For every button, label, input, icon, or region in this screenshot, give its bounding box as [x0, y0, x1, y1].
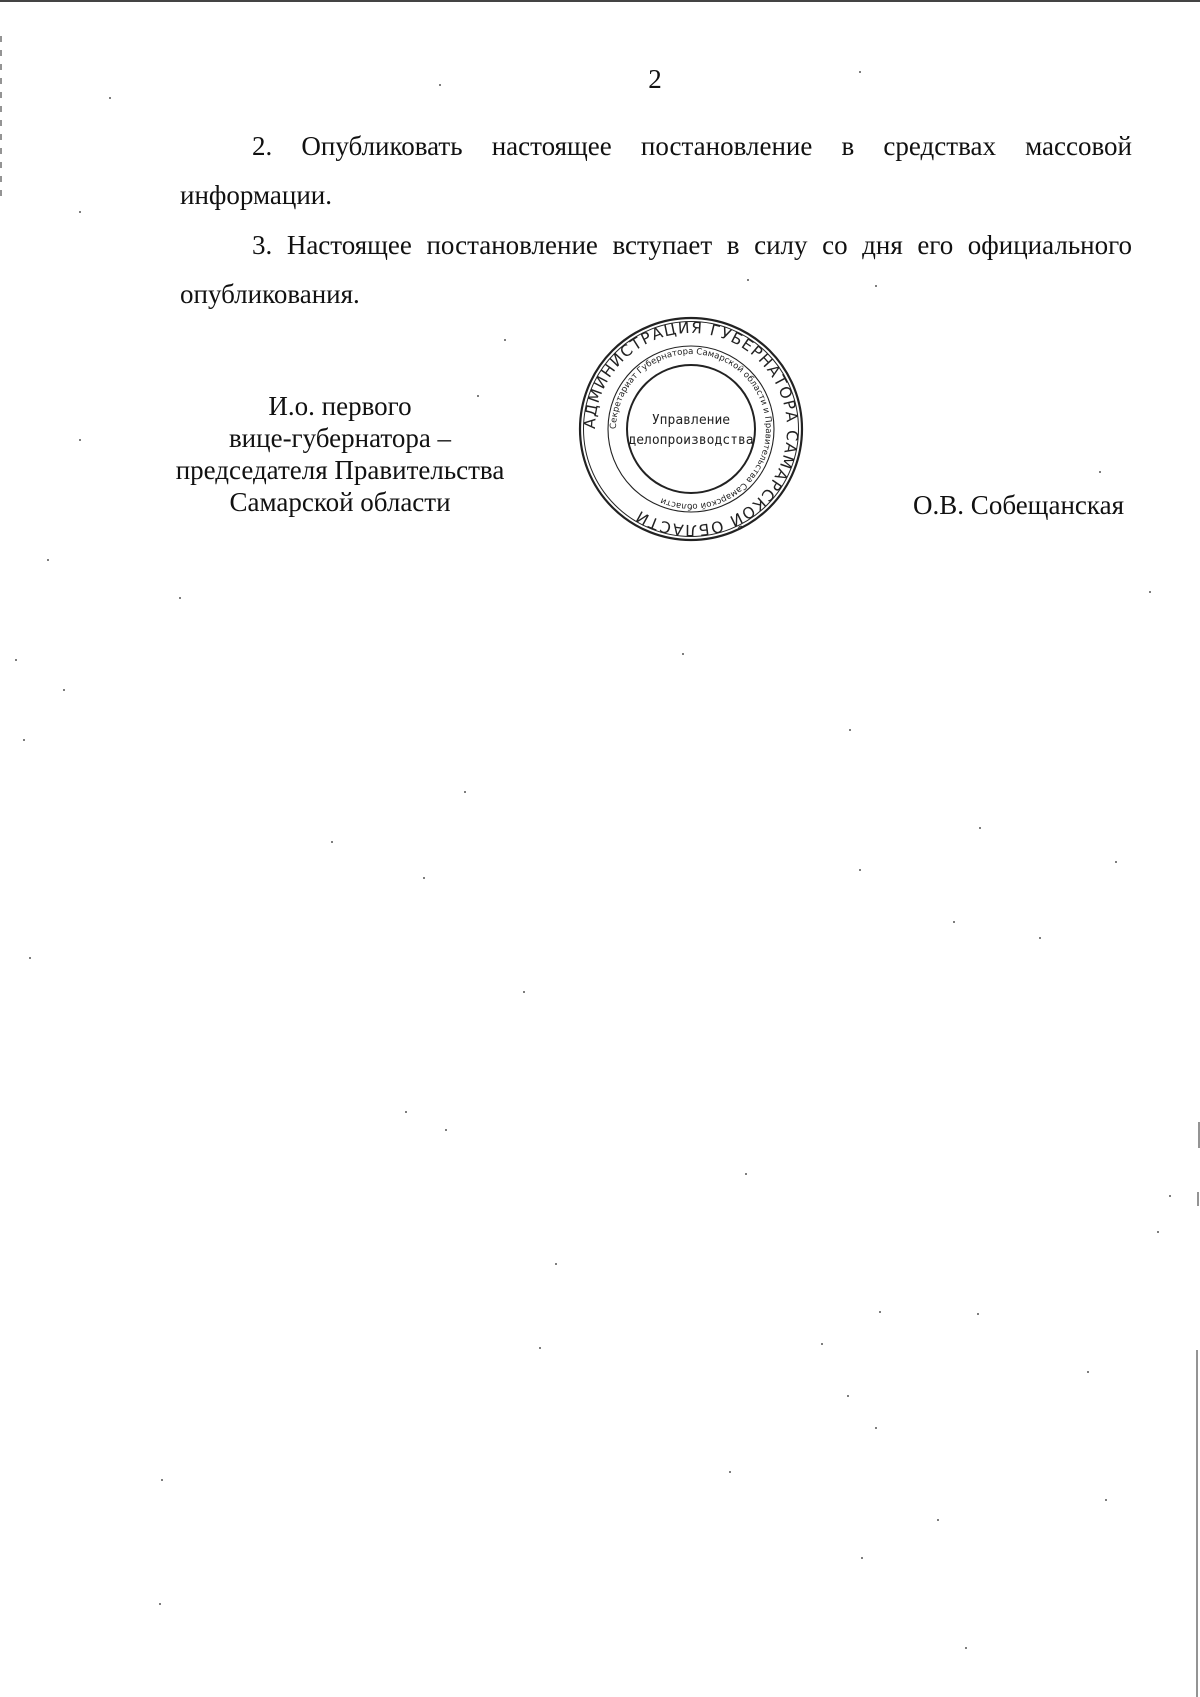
signer-position-line-1: И.о. первого [268, 391, 412, 421]
signer-position-line-3: председателя Правительства [175, 455, 505, 485]
signer-position-line-4: Самарской области [229, 487, 451, 517]
signer-name: О.В. Собещанская [913, 490, 1124, 520]
seal-center-line-1: Управление [651, 413, 731, 428]
paragraph-2: 2. Опубликовать настоящее постановление в средствах массовой информации. [180, 131, 1132, 210]
paragraph-3: 3. Настоящее постановление вступает в силу со дня его официального опубликования. [180, 230, 1132, 309]
signer-position [140, 390, 540, 518]
signer-position-line-2: вице-губернатора – [228, 423, 452, 453]
seal-graphic [578, 316, 804, 542]
seal-inner-text: Секретариат Губернатора Самарской области и Правительства Самарской области [608, 346, 774, 512]
seal-center-line-2: делопроизводства [628, 433, 754, 448]
top-edge-rule [0, 0, 1200, 2]
official-seal-stamp [578, 316, 804, 542]
page-number: 2 [648, 64, 662, 94]
seal-outer-text: АДМИНИСТРАЦИЯ ГУБЕРНАТОРА САМАРСКОЙ ОБЛАСТИ [580, 318, 802, 540]
